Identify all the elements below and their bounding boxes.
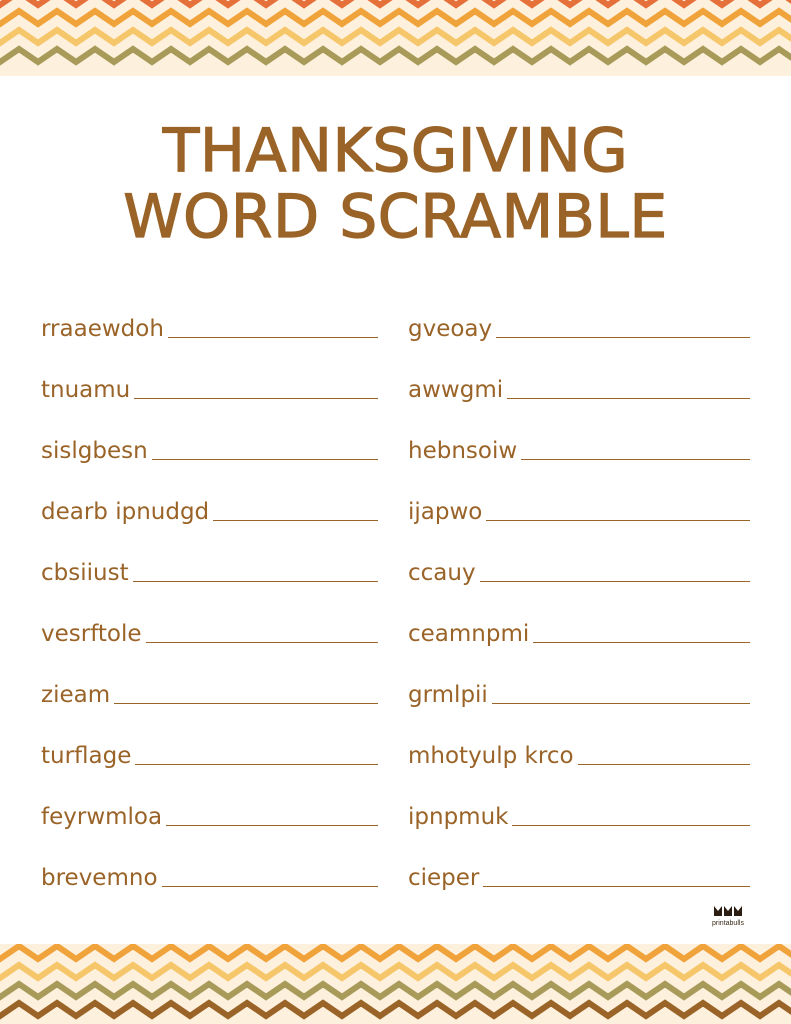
scrambled-word: awwgmi	[408, 377, 504, 403]
scrambled-word: zieam	[41, 682, 111, 708]
scramble-item	[408, 613, 750, 649]
scramble-item	[41, 613, 378, 649]
answer-line[interactable]	[135, 763, 378, 765]
chevron-stripe	[0, 965, 791, 978]
answer-line[interactable]	[578, 763, 750, 765]
chevron-pattern	[0, 0, 791, 76]
scrambled-word: gveoay	[408, 316, 493, 342]
scrambled-word: cbsiiust	[41, 560, 129, 586]
scrambled-word: feyrwmloa	[41, 804, 163, 830]
chevron-stripe	[0, 0, 791, 5]
bull-icon	[711, 904, 745, 920]
answer-line[interactable]	[166, 824, 378, 826]
answer-line[interactable]	[213, 519, 378, 521]
scramble-item	[408, 430, 750, 466]
scrambled-word: turflage	[41, 743, 132, 769]
printabulls-logo	[706, 904, 750, 928]
answer-line[interactable]	[134, 397, 378, 399]
answer-line[interactable]	[480, 580, 750, 582]
scramble-item	[408, 308, 750, 344]
scramble-item	[41, 857, 378, 893]
page-title	[0, 118, 791, 250]
scramble-item	[41, 369, 378, 405]
scrambled-word: vesrftole	[41, 621, 142, 647]
scrambled-word: mhotyulp krco	[408, 743, 574, 769]
chevron-stripe	[0, 11, 791, 24]
scramble-item	[41, 430, 378, 466]
scramble-item	[41, 735, 378, 771]
answer-line[interactable]	[521, 458, 750, 460]
scrambled-word: hebnsoiw	[408, 438, 518, 464]
scramble-item	[41, 552, 378, 588]
scrambled-word: sislgbesn	[41, 438, 148, 464]
scramble-item	[408, 369, 750, 405]
title-line-1: THANKSGIVING	[162, 116, 629, 186]
scramble-item	[41, 308, 378, 344]
answer-line[interactable]	[162, 885, 378, 887]
title-line-2: WORD SCRAMBLE	[123, 182, 668, 252]
scramble-item	[41, 796, 378, 832]
scramble-item	[408, 674, 750, 710]
right-column	[408, 308, 750, 918]
answer-line[interactable]	[512, 824, 750, 826]
chevron-stripe	[0, 1003, 791, 1016]
scrambled-word: cieper	[408, 865, 480, 891]
chevron-stripe	[0, 946, 791, 959]
answer-line[interactable]	[496, 336, 750, 338]
answer-line[interactable]	[114, 702, 378, 704]
left-column	[41, 308, 378, 918]
chevron-border-bottom	[0, 944, 791, 1024]
answer-line[interactable]	[507, 397, 750, 399]
scramble-item	[408, 552, 750, 588]
scramble-item	[41, 674, 378, 710]
scramble-item	[408, 857, 750, 893]
scrambled-word: ccauy	[408, 560, 476, 586]
answer-line[interactable]	[146, 641, 378, 643]
scrambled-word: ijapwo	[408, 499, 483, 525]
chevron-stripe	[0, 49, 791, 62]
chevron-stripe	[0, 30, 791, 43]
logo-text: printabulls	[712, 920, 744, 927]
scrambled-word: dearb ipnudgd	[41, 499, 210, 525]
answer-line[interactable]	[486, 519, 750, 521]
chevron-border-top	[0, 0, 791, 76]
answer-line[interactable]	[168, 336, 378, 338]
scramble-item	[408, 491, 750, 527]
scramble-item	[408, 796, 750, 832]
scrambled-word: ipnpmuk	[408, 804, 509, 830]
answer-line[interactable]	[152, 458, 378, 460]
answer-line[interactable]	[483, 885, 750, 887]
scrambled-word: tnuamu	[41, 377, 131, 403]
scrambled-word: ceamnpmi	[408, 621, 530, 647]
scramble-item	[41, 491, 378, 527]
chevron-pattern	[0, 944, 791, 1024]
answer-line[interactable]	[533, 641, 750, 643]
answer-line[interactable]	[133, 580, 378, 582]
scrambled-word: rraaewdoh	[41, 316, 164, 342]
scrambled-word: brevemno	[41, 865, 158, 891]
answer-line[interactable]	[492, 702, 750, 704]
scrambled-word: grmlpii	[408, 682, 488, 708]
scramble-item	[408, 735, 750, 771]
chevron-stripe	[0, 984, 791, 997]
